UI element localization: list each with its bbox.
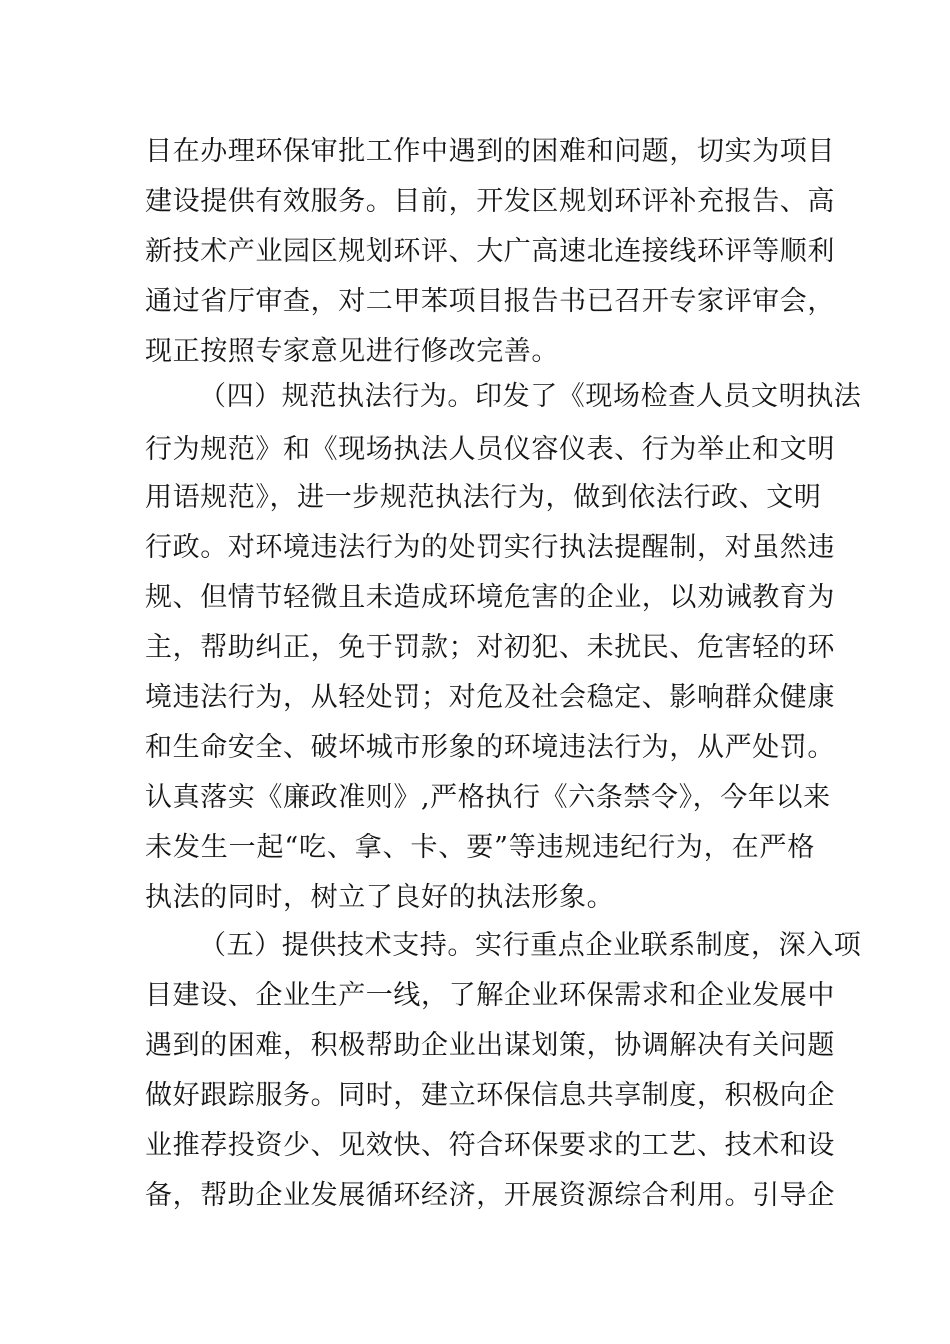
text-line: 执法的同时，树立了良好的执法形象。 xyxy=(145,882,615,913)
text-line: 境违法行为，从轻处罚；对危及社会稳定、影响群众健康 xyxy=(145,682,835,713)
text-line: 业推荐投资少、见效快、符合环保要求的工艺、技术和设 xyxy=(145,1130,835,1161)
text-line: 行为规范》和《现场执法人员仪容仪表、行为举止和文明 xyxy=(145,434,835,465)
text-line: 建设提供有效服务。目前，开发区规划环评补充报告、高 xyxy=(145,186,835,217)
text-line: 行政。对环境违法行为的处罚实行执法提醒制，对虽然违 xyxy=(145,532,835,563)
text-line: 遇到的困难，积极帮助企业出谋划策，协调解决有关问题 xyxy=(145,1030,835,1061)
text-line: 主，帮助纠正，免于罚款；对初犯、未扰民、危害轻的环 xyxy=(145,632,835,663)
text-line: 目建设、企业生产一线，了解企业环保需求和企业发展中 xyxy=(145,980,835,1011)
text-line: 做好跟踪服务。同时，建立环保信息共享制度，积极向企 xyxy=(145,1080,835,1111)
text-line: 认真落实《廉政准则》,严格执行《六条禁令》，今年以来 xyxy=(145,782,831,813)
text-line: 未发生一起“吃、拿、卡、要”等违规违纪行为，在严格 xyxy=(145,832,815,863)
text-line: （四）规范执法行为。印发了《现场检查人员文明执法 xyxy=(199,381,862,412)
text-line: （五）提供技术支持。实行重点企业联系制度，深入项 xyxy=(199,930,862,961)
text-line: 新技术产业园区规划环评、大广高速北连接线环评等顺利 xyxy=(145,236,835,267)
text-line: 和生命安全、破坏城市形象的环境违法行为，从严处罚。 xyxy=(145,732,835,763)
text-line: 现正按照专家意见进行修改完善。 xyxy=(145,336,559,367)
text-line: 规、但情节轻微且未造成环境危害的企业，以劝诫教育为 xyxy=(145,582,835,613)
text-line: 备，帮助企业发展循环经济，开展资源综合利用。引导企 xyxy=(145,1180,835,1211)
text-line: 用语规范》，进一步规范执法行为，做到依法行政、文明 xyxy=(145,482,822,513)
text-line: 通过省厅审查，对二甲苯项目报告书已召开专家评审会， xyxy=(145,286,835,317)
text-line: 目在办理环保审批工作中遇到的困难和问题，切实为项目 xyxy=(145,136,835,167)
